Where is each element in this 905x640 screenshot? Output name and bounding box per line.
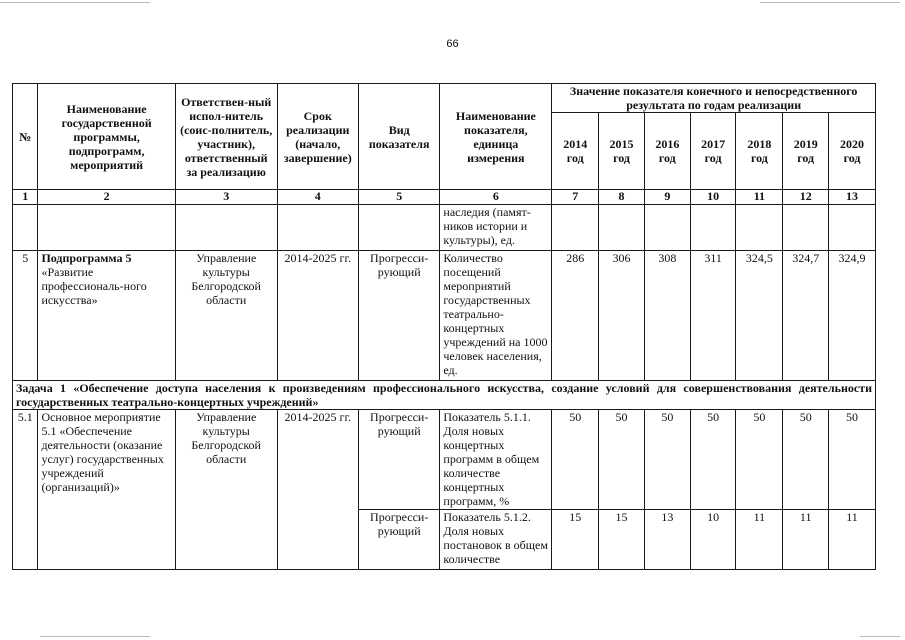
subprogram-subtitle: «Развитие профессиональ-ного искусства» [41,265,147,307]
column-number: 3 [175,190,277,205]
row-number: 5.1 [13,410,38,570]
header-responsible: Ответствен-ный испол-нитель (соис-полнитель, участник), ответственный за реализацию [175,84,277,190]
value-2020: 11 [829,510,876,570]
task-row [13,381,876,410]
header-name: Наименование государственной программы, подпрограмм, мероприятий [38,84,175,190]
column-number: 2 [38,190,175,205]
column-number: 5 [358,190,439,205]
value-2014: 15 [552,510,599,570]
indicator-type-cell: Прогресси-рующий [358,410,439,510]
column-number: 9 [644,190,690,205]
value-2020: 50 [829,410,876,510]
value-2019: 324,7 [783,251,829,381]
header-values-group: Значение показателя конечного и непосредственного результата по годам реализации [552,84,876,113]
task-heading: Задача 1 «Обеспечение доступа населения к произведениям профессионального искусства, создание условий для совершенствования деятельности государственных театрально-концертных учреждений» [13,381,876,410]
value-2017: 50 [690,410,736,510]
subprogram-name [38,251,175,381]
header-year-2015: 2015 год [599,113,645,190]
indicator-type-cell: Прогресси-рующий [358,510,439,570]
header-year-2019: 2019 год [783,113,829,190]
page-number: 66 [446,38,459,50]
header-year-2016: 2016 год [644,113,690,190]
header-year-2014: 2014 год [552,113,599,190]
value-2014: 50 [552,410,599,510]
header-year-2020: 2020 год [829,113,876,190]
value-2018: 324,5 [736,251,783,381]
header-period: Срок реализации (начало, завершение) [277,84,358,190]
column-number: 13 [829,190,876,205]
scan-line-bottom-right [860,636,900,637]
value-2019: 50 [783,410,829,510]
responsible-cell: Управление культуры Белгородской области [175,410,277,570]
column-numbers-row [13,190,876,205]
measure-name: Основное мероприятие 5.1 «Обеспечение деятельности (оказание услуг) государственных учреждений (организаций)» [38,410,175,570]
header-year-2017: 2017 год [690,113,736,190]
value-2017: 311 [690,251,736,381]
scan-line-top-right [760,2,900,3]
header-type: Вид показателя [358,84,439,190]
indicator-name-cell: Количество посещений мероприятий государственных театрально-концертных учреждений на 1000 человек населения, ед. [440,251,552,381]
header-no: № [13,84,38,190]
subprogram-title: Подпрограмма 5 [41,251,132,265]
responsible-cell: Управление культуры Белгородской области [175,251,277,381]
value-2018: 11 [736,510,783,570]
column-number: 6 [440,190,552,205]
period-cell: 2014-2025 гг. [277,410,358,570]
value-2016: 308 [644,251,690,381]
column-number: 7 [552,190,599,205]
scan-line-bottom-left [40,636,150,637]
value-2015: 306 [599,251,645,381]
value-2018: 50 [736,410,783,510]
column-number: 10 [690,190,736,205]
column-number: 8 [599,190,645,205]
value-2019: 11 [783,510,829,570]
header-indicator: Наименование показателя, единица измерения [440,84,552,190]
header-year-2018: 2018 год [736,113,783,190]
value-2015: 50 [599,410,645,510]
scan-line-top-left [0,2,150,3]
column-number: 4 [277,190,358,205]
value-2017: 10 [690,510,736,570]
value-2016: 13 [644,510,690,570]
value-2014: 286 [552,251,599,381]
column-number: 11 [736,190,783,205]
indicator-type-cell: Прогресси-рующий [358,251,439,381]
measure-row-5-1-a [13,410,876,510]
subprogram-row-5 [13,251,876,381]
continuation-row [13,205,876,251]
indicator-name-cell: Показатель 5.1.2. Доля новых постановок в общем количестве [440,510,552,570]
indicator-name-cell: Показатель 5.1.1. Доля новых концертных программ в общем количестве концертных программ, % [440,410,552,510]
value-2015: 15 [599,510,645,570]
continuation-indicator: наследия (памят-ников истории и культуры), ед. [440,205,552,251]
value-2016: 50 [644,410,690,510]
row-number: 5 [13,251,38,381]
indicators-table [12,83,876,570]
period-cell: 2014-2025 гг. [277,251,358,381]
column-number: 12 [783,190,829,205]
value-2020: 324,9 [829,251,876,381]
column-number: 1 [13,190,38,205]
